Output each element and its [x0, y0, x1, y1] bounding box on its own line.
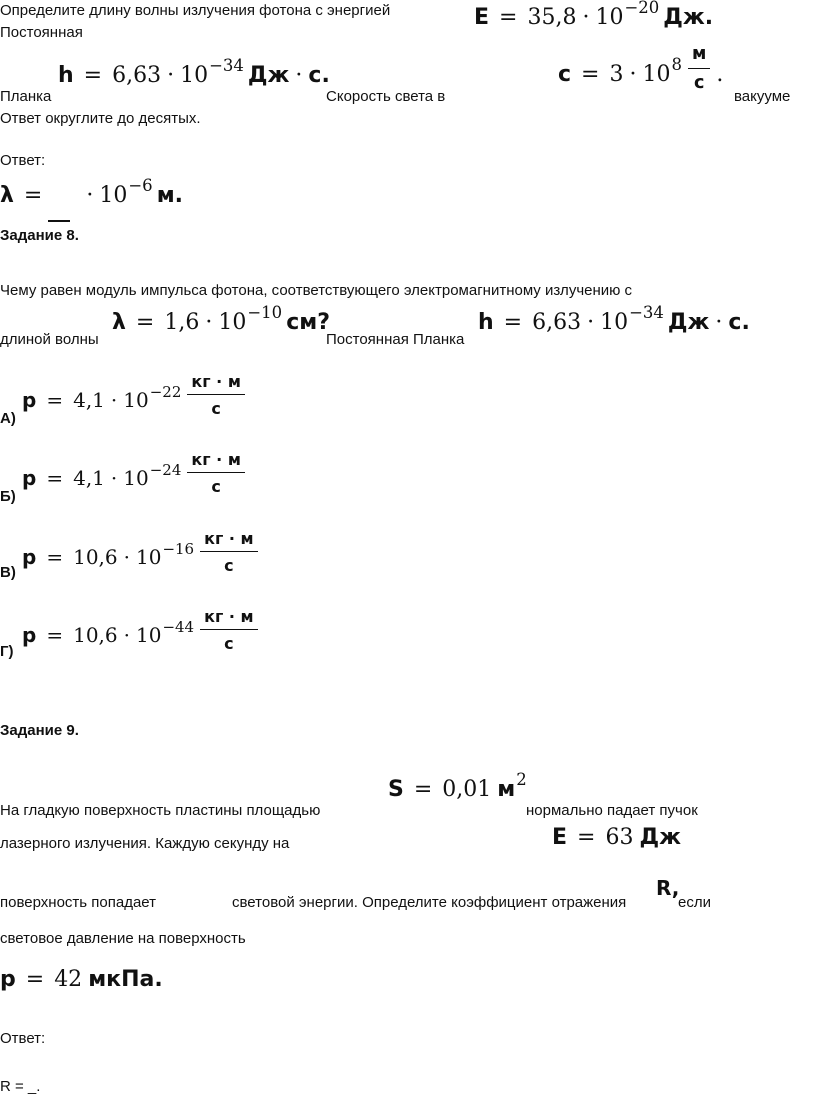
task9-question-line3-a: поверхность попадает	[0, 894, 156, 911]
task7-question-line1: Определите длину волны излучения фотона с энергией	[0, 2, 391, 19]
task7-energy-formula: $E = 35,8 \cdot 10^{-20}$ Дж.	[474, 0, 714, 30]
task9-question-line3-end: если	[678, 894, 711, 911]
task8-question-line2: длиной волны	[0, 331, 99, 348]
task8-option-a-label[interactable]: А)	[0, 410, 16, 427]
task7-question-line2: Постоянная	[0, 24, 83, 41]
task7-round-instruction: Ответ округлите до десятых.	[0, 110, 201, 127]
task9-question-line1: На гладкую поверхность пластины площадью	[0, 802, 321, 819]
task8-option-c-label[interactable]: В)	[0, 564, 16, 581]
task7-vacuum-word: вакууме	[734, 88, 791, 105]
task9-question-line1-end: нормально падает пучок	[526, 802, 698, 819]
task9-answer-line[interactable]: R = _.	[0, 1078, 41, 1095]
task9-question-line3-b: световой энергии. Определите коэффициент отражения	[232, 894, 627, 911]
task8-planck-formula: $h = 6,63 \cdot 10^{-34}$ Дж · с.	[478, 303, 750, 335]
task9-answer-label: Ответ:	[0, 1030, 46, 1047]
task8-option-b-label[interactable]: Б)	[0, 488, 16, 505]
task9-question-line4: световое давление на поверхность	[0, 930, 246, 947]
task7-answer-formula: λ = · $10^{-6}$ м.	[0, 176, 184, 208]
task7-answer-label: Ответ:	[0, 152, 46, 169]
task8-planck-label: Постоянная Планка	[326, 331, 465, 348]
task8-option-a-formula: $p = 4,1 \cdot 10^{-22}$ $\frac{кг \cdot м}{с}$	[22, 380, 245, 423]
task7-light-speed-formula: $c = 3 \cdot 10^8$ $\frac{м}{с}$ .	[558, 44, 724, 93]
task7-speed-text: Скорость света в	[326, 88, 446, 105]
task8-option-d-formula: $p = 10,6 \cdot 10^{-44}$ $\frac{кг \cdot м}{с}$	[22, 615, 258, 658]
task9-area-formula: S = 0,01 $м^2$	[388, 770, 527, 802]
task7-light-speed-unit-fraction: $\frac{м}{с}$	[688, 46, 710, 92]
task8-option-c-formula: $p = 10,6 \cdot 10^{-16}$ $\frac{кг \cdot м}{с}$	[22, 537, 258, 580]
task8-wavelength-formula: $\lambda = 1,6 \cdot 10^{-10}$ см?	[112, 303, 330, 335]
task8-heading: Задание 8.	[0, 227, 79, 244]
task9-energy-formula: E = 63 Дж	[552, 825, 681, 850]
task8-option-b-formula: $p = 4,1 \cdot 10^{-24}$ $\frac{кг \cdot м}{с}$	[22, 458, 245, 501]
task9-pressure-formula: p = 42 мкПа.	[0, 967, 163, 992]
task7-planck-word: Планка	[0, 88, 52, 105]
task9-heading: Задание 9.	[0, 722, 79, 739]
task7-answer-underline	[48, 220, 70, 222]
task8-option-d-label[interactable]: Г)	[0, 643, 14, 660]
task8-question-line1: Чему равен модуль импульса фотона, соответствующего электромагнитному излучению с	[0, 282, 633, 299]
task9-question-line2: лазерного излучения. Каждую секунду на	[0, 835, 290, 852]
task7-planck-formula: $h = 6,63 \cdot 10^{-34}$ Дж · с.	[58, 56, 330, 88]
task9-coefficient-symbol: R,	[656, 876, 680, 900]
